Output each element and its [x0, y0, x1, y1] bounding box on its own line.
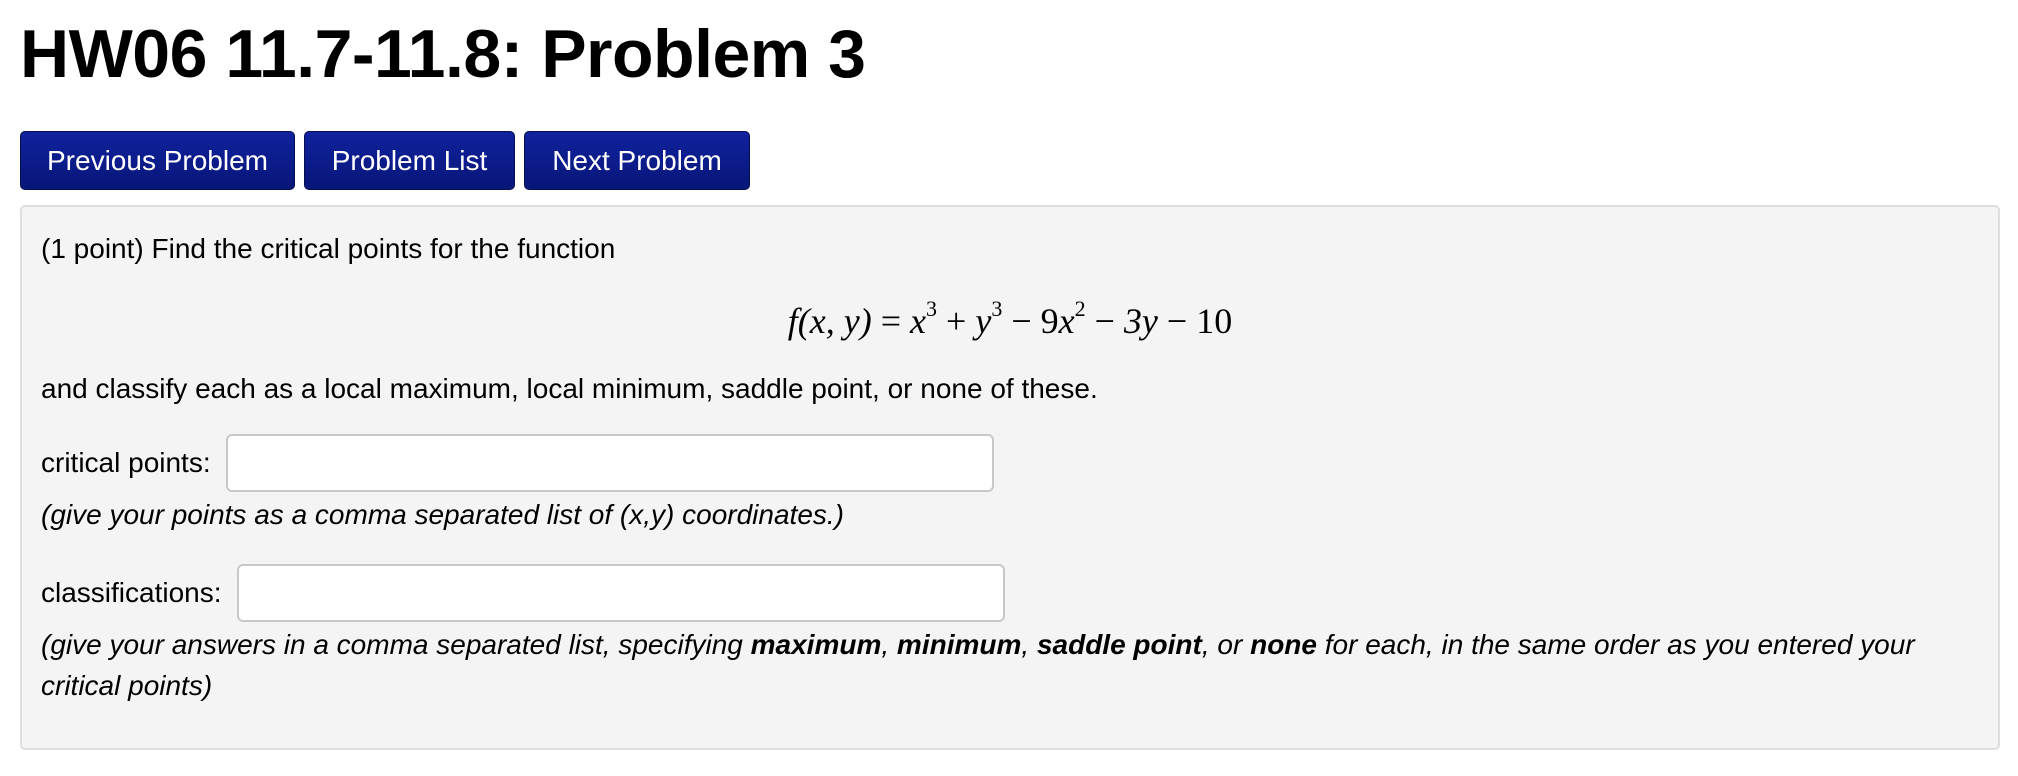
hint-minimum: minimum [896, 629, 1022, 660]
formula-minus-1: − [1002, 301, 1041, 341]
formula-x2-base: x [1058, 301, 1075, 341]
classifications-row [41, 564, 1005, 622]
hint-saddle-point: saddle point [1036, 629, 1202, 660]
classifications-input[interactable] [237, 564, 1005, 622]
formula-equals: = [871, 301, 911, 341]
formula-x2-exp: 2 [1074, 296, 1086, 321]
problem-list-button[interactable]: Problem List [304, 131, 515, 190]
problem-navigation [20, 131, 750, 190]
formula-term-3y: 3y [1123, 301, 1158, 341]
classify-instructions: and classify each as a local maximum, local minimum, saddle point, or none of these. [41, 373, 1098, 404]
hint-text-2: , [881, 629, 897, 660]
formula-y-exp: 3 [991, 296, 1003, 321]
next-problem-button[interactable]: Next Problem [524, 131, 750, 190]
hint-none: none [1250, 629, 1317, 660]
problem-intro: (1 point) Find the critical points for the function [41, 233, 616, 264]
critical-points-label: critical points: [41, 447, 211, 478]
formula-minus-3: − [1157, 301, 1197, 341]
critical-points-input[interactable] [226, 434, 994, 492]
problem-panel [20, 205, 2000, 750]
classifications-hint [41, 624, 1958, 706]
hint-text-1: (give your answers in a comma separated list, specifying [41, 629, 751, 660]
critical-points-row [41, 434, 994, 492]
critical-points-hint: (give your points as a comma separated list of (x,y) coordinates.) [41, 499, 845, 530]
function-formula [22, 291, 1998, 343]
formula-lhs: f(x, y) [787, 301, 872, 341]
hint-text-5: for each, in the same order as you entered your critical points) [41, 629, 1915, 701]
formula-x-exp: 3 [926, 296, 938, 321]
formula-x-base: x [910, 301, 927, 341]
formula-constant: 10 [1196, 301, 1233, 341]
formula-minus-2: − [1085, 301, 1124, 341]
formula-coef: 9 [1040, 301, 1059, 341]
hint-text-4: , or [1201, 629, 1251, 660]
formula-y-base: y [975, 301, 992, 341]
hint-maximum: maximum [750, 629, 882, 660]
classifications-label: classifications: [41, 577, 222, 608]
formula-plus: + [937, 301, 976, 341]
previous-problem-button[interactable]: Previous Problem [20, 131, 295, 190]
hint-text-3: , [1021, 629, 1037, 660]
page-title: HW06 11.7-11.8: Problem 3 [20, 16, 866, 92]
